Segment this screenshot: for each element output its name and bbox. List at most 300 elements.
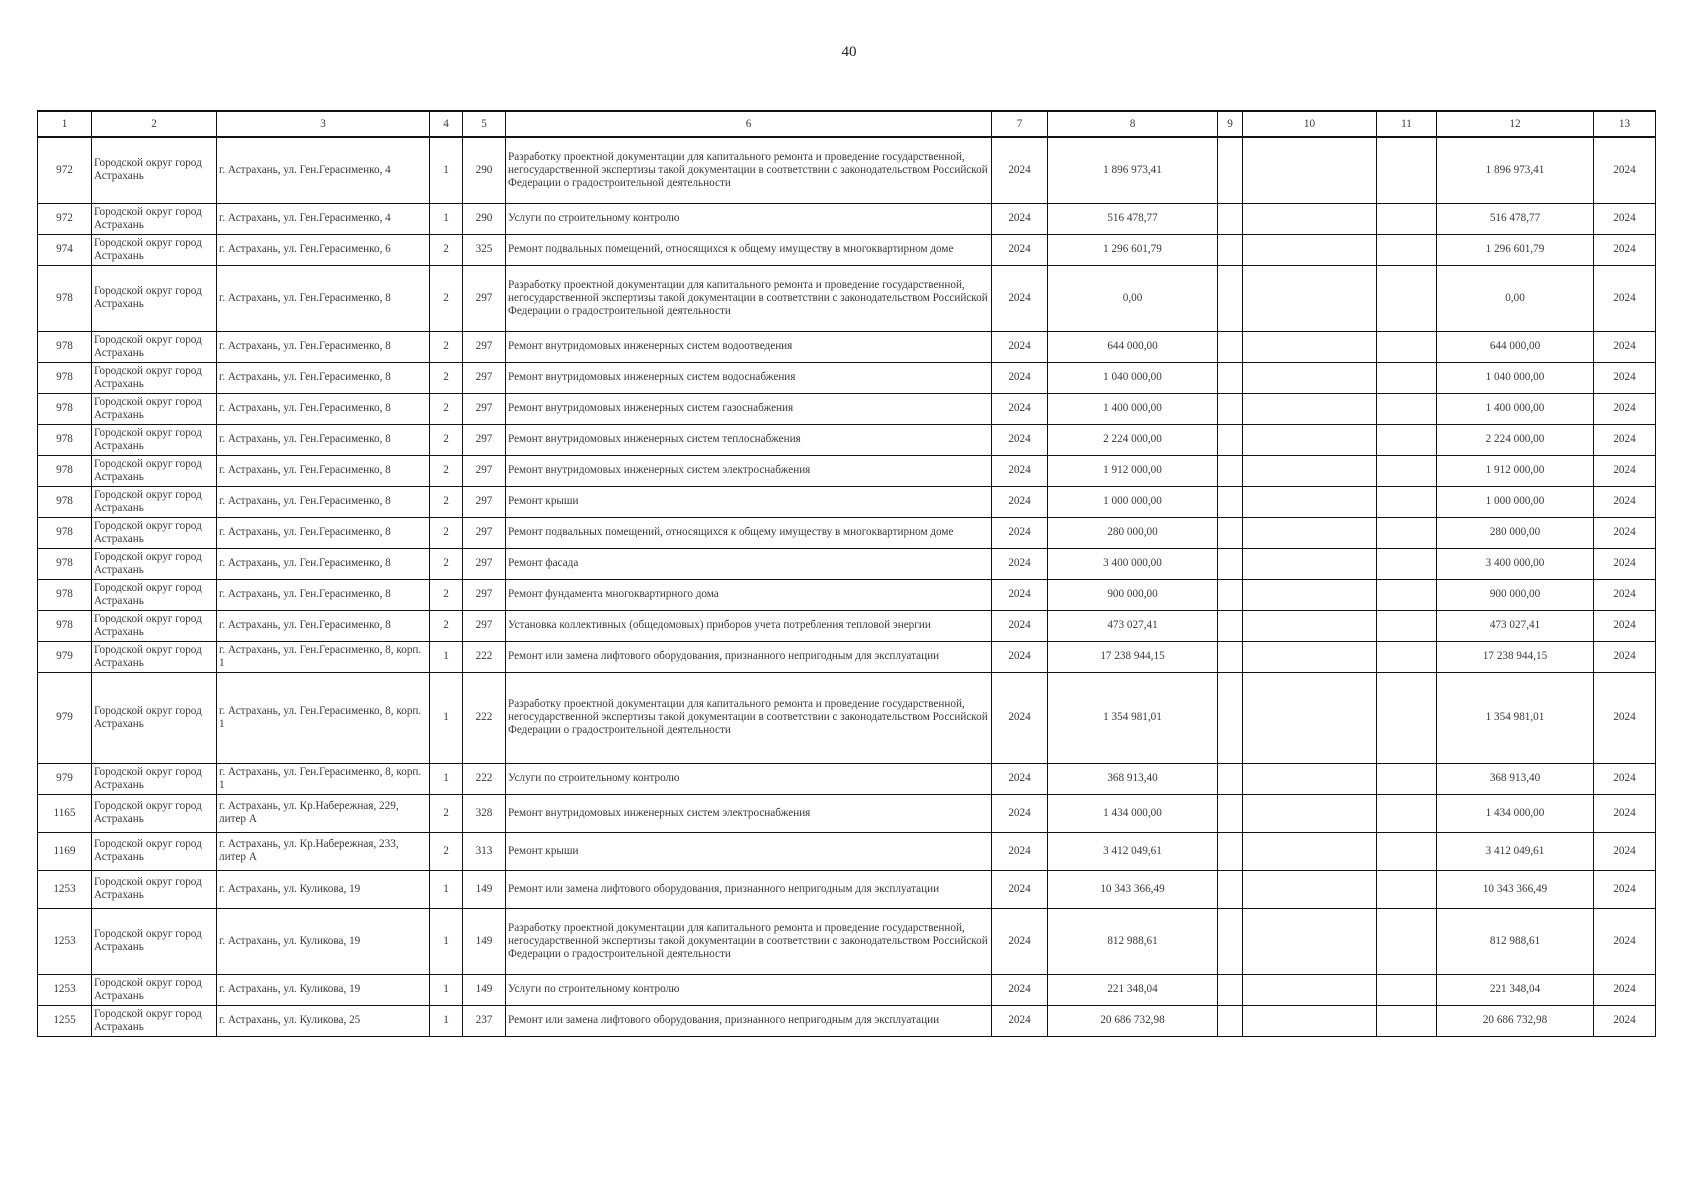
cell-col10 <box>1243 908 1377 974</box>
cell-col5: 297 <box>463 548 506 579</box>
cell-amount: 1 400 000,00 <box>1048 393 1218 424</box>
cell-col11 <box>1377 455 1437 486</box>
table-row <box>38 517 1656 548</box>
column-header: 12 <box>1437 111 1594 137</box>
cell-work: Ремонт крыши <box>506 486 992 517</box>
cell-end-year: 2024 <box>1594 455 1656 486</box>
cell-amount: 473 027,41 <box>1048 610 1218 641</box>
cell-amount-total: 812 988,61 <box>1437 908 1594 974</box>
cell-col4: 1 <box>430 203 463 234</box>
cell-amount: 1 434 000,00 <box>1048 794 1218 832</box>
cell-year: 2024 <box>992 393 1048 424</box>
table-row <box>38 794 1656 832</box>
cell-address: г. Астрахань, ул. Куликова, 25 <box>217 1005 430 1036</box>
cell-end-year: 2024 <box>1594 832 1656 870</box>
cell-amount: 368 913,40 <box>1048 763 1218 794</box>
cell-amount-total: 516 478,77 <box>1437 203 1594 234</box>
cell-id: 979 <box>38 641 92 672</box>
cell-end-year: 2024 <box>1594 203 1656 234</box>
cell-work: Ремонт или замена лифтового оборудования, признанного непригодным для эксплуатации <box>506 1005 992 1036</box>
cell-end-year: 2024 <box>1594 974 1656 1005</box>
cell-col4: 1 <box>430 974 463 1005</box>
cell-col10 <box>1243 1005 1377 1036</box>
cell-year: 2024 <box>992 234 1048 265</box>
cell-district: Городской округ город Астрахань <box>92 137 217 203</box>
cell-year: 2024 <box>992 832 1048 870</box>
cell-amount-total: 10 343 366,49 <box>1437 870 1594 908</box>
cell-district: Городской округ город Астрахань <box>92 455 217 486</box>
cell-col5: 149 <box>463 870 506 908</box>
cell-address: г. Астрахань, ул. Куликова, 19 <box>217 908 430 974</box>
cell-amount-total: 20 686 732,98 <box>1437 1005 1594 1036</box>
cell-col9 <box>1218 203 1243 234</box>
table-row <box>38 234 1656 265</box>
cell-id: 979 <box>38 763 92 794</box>
cell-work: Ремонт внутридомовых инженерных систем газоснабжения <box>506 393 992 424</box>
cell-year: 2024 <box>992 579 1048 610</box>
table-row <box>38 486 1656 517</box>
cell-col5: 222 <box>463 672 506 763</box>
cell-col11 <box>1377 610 1437 641</box>
cell-col10 <box>1243 393 1377 424</box>
cell-end-year: 2024 <box>1594 393 1656 424</box>
cell-end-year: 2024 <box>1594 331 1656 362</box>
cell-col10 <box>1243 832 1377 870</box>
cell-district: Городской округ город Астрахань <box>92 424 217 455</box>
cell-col9 <box>1218 974 1243 1005</box>
column-header: 9 <box>1218 111 1243 137</box>
cell-col10 <box>1243 486 1377 517</box>
cell-amount: 1 040 000,00 <box>1048 362 1218 393</box>
cell-amount: 2 224 000,00 <box>1048 424 1218 455</box>
column-header: 11 <box>1377 111 1437 137</box>
cell-col10 <box>1243 455 1377 486</box>
cell-end-year: 2024 <box>1594 362 1656 393</box>
cell-col10 <box>1243 870 1377 908</box>
cell-amount-total: 1 434 000,00 <box>1437 794 1594 832</box>
cell-year: 2024 <box>992 672 1048 763</box>
cell-address: г. Астрахань, ул. Ген.Герасименко, 8, корп. 1 <box>217 672 430 763</box>
cell-end-year: 2024 <box>1594 610 1656 641</box>
cell-col5: 328 <box>463 794 506 832</box>
cell-year: 2024 <box>992 794 1048 832</box>
cell-col4: 1 <box>430 641 463 672</box>
cell-district: Городской округ город Астрахань <box>92 517 217 548</box>
cell-address: г. Астрахань, ул. Ген.Герасименко, 8 <box>217 579 430 610</box>
cell-col11 <box>1377 908 1437 974</box>
page-number: 40 <box>841 44 857 60</box>
cell-work: Ремонт подвальных помещений, относящихся к общему имуществу в многоквартирном доме <box>506 234 992 265</box>
cell-amount: 644 000,00 <box>1048 331 1218 362</box>
cell-end-year: 2024 <box>1594 672 1656 763</box>
table-row <box>38 870 1656 908</box>
cell-col5: 297 <box>463 610 506 641</box>
cell-amount-total: 1 912 000,00 <box>1437 455 1594 486</box>
cell-id: 978 <box>38 265 92 331</box>
cell-col4: 2 <box>430 393 463 424</box>
cell-col10 <box>1243 763 1377 794</box>
cell-col4: 1 <box>430 763 463 794</box>
cell-col11 <box>1377 234 1437 265</box>
cell-col10 <box>1243 974 1377 1005</box>
cell-col11 <box>1377 974 1437 1005</box>
cell-id: 978 <box>38 424 92 455</box>
cell-amount-total: 473 027,41 <box>1437 610 1594 641</box>
cell-amount: 3 400 000,00 <box>1048 548 1218 579</box>
column-header: 6 <box>506 111 992 137</box>
cell-district: Городской округ город Астрахань <box>92 832 217 870</box>
cell-col4: 2 <box>430 331 463 362</box>
cell-address: г. Астрахань, ул. Ген.Герасименко, 8 <box>217 455 430 486</box>
cell-district: Городской округ город Астрахань <box>92 486 217 517</box>
cell-col11 <box>1377 486 1437 517</box>
cell-col5: 297 <box>463 455 506 486</box>
cell-end-year: 2024 <box>1594 763 1656 794</box>
cell-district: Городской округ город Астрахань <box>92 203 217 234</box>
cell-year: 2024 <box>992 908 1048 974</box>
cell-amount: 3 412 049,61 <box>1048 832 1218 870</box>
cell-work: Ремонт внутридомовых инженерных систем водоснабжения <box>506 362 992 393</box>
cell-year: 2024 <box>992 974 1048 1005</box>
cell-col4: 1 <box>430 137 463 203</box>
cell-col9 <box>1218 548 1243 579</box>
cell-work: Ремонт подвальных помещений, относящихся к общему имуществу в многоквартирном доме <box>506 517 992 548</box>
cell-id: 978 <box>38 548 92 579</box>
cell-district: Городской округ город Астрахань <box>92 908 217 974</box>
cell-col11 <box>1377 203 1437 234</box>
cell-col5: 297 <box>463 424 506 455</box>
cell-col9 <box>1218 362 1243 393</box>
capital-repair-table <box>37 110 1656 1037</box>
cell-col4: 2 <box>430 579 463 610</box>
cell-address: г. Астрахань, ул. Куликова, 19 <box>217 974 430 1005</box>
column-header: 4 <box>430 111 463 137</box>
cell-col9 <box>1218 393 1243 424</box>
cell-amount: 221 348,04 <box>1048 974 1218 1005</box>
cell-col9 <box>1218 794 1243 832</box>
cell-district: Городской округ город Астрахань <box>92 763 217 794</box>
cell-amount: 1 896 973,41 <box>1048 137 1218 203</box>
cell-amount-total: 644 000,00 <box>1437 331 1594 362</box>
cell-end-year: 2024 <box>1594 486 1656 517</box>
cell-col11 <box>1377 1005 1437 1036</box>
cell-amount-total: 2 224 000,00 <box>1437 424 1594 455</box>
cell-work: Установка коллективных (общедомовых) приборов учета потребления тепловой энергии <box>506 610 992 641</box>
cell-col11 <box>1377 763 1437 794</box>
cell-col9 <box>1218 1005 1243 1036</box>
cell-address: г. Астрахань, ул. Кр.Набережная, 233, литер А <box>217 832 430 870</box>
cell-col10 <box>1243 672 1377 763</box>
table-row <box>38 424 1656 455</box>
cell-id: 1165 <box>38 794 92 832</box>
cell-year: 2024 <box>992 517 1048 548</box>
cell-col10 <box>1243 517 1377 548</box>
cell-col11 <box>1377 137 1437 203</box>
table-row <box>38 610 1656 641</box>
cell-col9 <box>1218 672 1243 763</box>
cell-col5: 237 <box>463 1005 506 1036</box>
cell-district: Городской округ город Астрахань <box>92 610 217 641</box>
cell-id: 1169 <box>38 832 92 870</box>
cell-col9 <box>1218 265 1243 331</box>
cell-col11 <box>1377 517 1437 548</box>
cell-district: Городской округ город Астрахань <box>92 974 217 1005</box>
cell-id: 979 <box>38 672 92 763</box>
cell-work: Разработку проектной документации для капитального ремонта и проведение государственной, негосударственной экспертизы такой документации в соответствии с законодательством Российской Федерации о градостроительной деятельности <box>506 672 992 763</box>
cell-address: г. Астрахань, ул. Ген.Герасименко, 8 <box>217 548 430 579</box>
cell-col5: 149 <box>463 908 506 974</box>
table-row <box>38 579 1656 610</box>
cell-address: г. Астрахань, ул. Ген.Герасименко, 8 <box>217 393 430 424</box>
cell-col5: 290 <box>463 203 506 234</box>
cell-col4: 2 <box>430 424 463 455</box>
cell-col11 <box>1377 870 1437 908</box>
cell-district: Городской округ город Астрахань <box>92 579 217 610</box>
cell-end-year: 2024 <box>1594 548 1656 579</box>
cell-col11 <box>1377 424 1437 455</box>
cell-amount-total: 368 913,40 <box>1437 763 1594 794</box>
cell-amount: 1 354 981,01 <box>1048 672 1218 763</box>
cell-address: г. Астрахань, ул. Кр.Набережная, 229, литер А <box>217 794 430 832</box>
cell-work: Ремонт внутридомовых инженерных систем водоотведения <box>506 331 992 362</box>
cell-year: 2024 <box>992 548 1048 579</box>
cell-amount: 10 343 366,49 <box>1048 870 1218 908</box>
cell-col5: 222 <box>463 641 506 672</box>
table-row <box>38 265 1656 331</box>
cell-col4: 1 <box>430 908 463 974</box>
table-row <box>38 393 1656 424</box>
cell-col5: 297 <box>463 579 506 610</box>
cell-district: Городской округ город Астрахань <box>92 234 217 265</box>
cell-address: г. Астрахань, ул. Ген.Герасименко, 6 <box>217 234 430 265</box>
cell-col5: 297 <box>463 486 506 517</box>
column-header: 13 <box>1594 111 1656 137</box>
table-row <box>38 137 1656 203</box>
cell-col9 <box>1218 424 1243 455</box>
cell-year: 2024 <box>992 265 1048 331</box>
cell-id: 978 <box>38 331 92 362</box>
cell-col4: 1 <box>430 870 463 908</box>
cell-col4: 2 <box>430 265 463 331</box>
cell-work: Разработку проектной документации для капитального ремонта и проведение государственной, негосударственной экспертизы такой документации в соответствии с законодательством Российской Федерации о градостроительной деятельности <box>506 265 992 331</box>
cell-amount-total: 1 296 601,79 <box>1437 234 1594 265</box>
cell-address: г. Астрахань, ул. Ген.Герасименко, 4 <box>217 137 430 203</box>
cell-district: Городской округ город Астрахань <box>92 393 217 424</box>
cell-work: Ремонт крыши <box>506 832 992 870</box>
cell-work: Разработку проектной документации для капитального ремонта и проведение государственной, негосударственной экспертизы такой документации в соответствии с законодательством Российской Федерации о градостроительной деятельности <box>506 137 992 203</box>
cell-col10 <box>1243 424 1377 455</box>
cell-col9 <box>1218 832 1243 870</box>
cell-work: Ремонт внутридомовых инженерных систем электроснабжения <box>506 794 992 832</box>
cell-address: г. Астрахань, ул. Ген.Герасименко, 8 <box>217 265 430 331</box>
column-header: 2 <box>92 111 217 137</box>
cell-work: Ремонт внутридомовых инженерных систем теплоснабжения <box>506 424 992 455</box>
cell-amount-total: 280 000,00 <box>1437 517 1594 548</box>
cell-col4: 2 <box>430 486 463 517</box>
cell-amount-total: 3 412 049,61 <box>1437 832 1594 870</box>
table-row <box>38 908 1656 974</box>
cell-col4: 2 <box>430 610 463 641</box>
cell-year: 2024 <box>992 455 1048 486</box>
cell-col11 <box>1377 832 1437 870</box>
cell-year: 2024 <box>992 641 1048 672</box>
cell-amount: 20 686 732,98 <box>1048 1005 1218 1036</box>
cell-col4: 1 <box>430 1005 463 1036</box>
cell-district: Городской округ город Астрахань <box>92 331 217 362</box>
cell-col11 <box>1377 548 1437 579</box>
cell-end-year: 2024 <box>1594 641 1656 672</box>
cell-col11 <box>1377 641 1437 672</box>
table-row <box>38 974 1656 1005</box>
cell-col9 <box>1218 331 1243 362</box>
cell-col9 <box>1218 517 1243 548</box>
cell-id: 978 <box>38 517 92 548</box>
cell-col11 <box>1377 579 1437 610</box>
cell-id: 978 <box>38 610 92 641</box>
cell-end-year: 2024 <box>1594 517 1656 548</box>
cell-district: Городской округ город Астрахань <box>92 1005 217 1036</box>
cell-col4: 2 <box>430 548 463 579</box>
cell-address: г. Астрахань, ул. Ген.Герасименко, 8, корп. 1 <box>217 763 430 794</box>
cell-col4: 2 <box>430 794 463 832</box>
cell-col5: 313 <box>463 832 506 870</box>
cell-col10 <box>1243 794 1377 832</box>
cell-id: 978 <box>38 486 92 517</box>
cell-id: 1253 <box>38 908 92 974</box>
cell-work: Ремонт или замена лифтового оборудования, признанного непригодным для эксплуатации <box>506 641 992 672</box>
cell-id: 974 <box>38 234 92 265</box>
cell-district: Городской округ город Астрахань <box>92 794 217 832</box>
table-body <box>38 137 1656 1036</box>
cell-year: 2024 <box>992 1005 1048 1036</box>
cell-work: Услуги по строительному контролю <box>506 974 992 1005</box>
cell-id: 972 <box>38 137 92 203</box>
table-row <box>38 203 1656 234</box>
cell-amount-total: 3 400 000,00 <box>1437 548 1594 579</box>
cell-id: 972 <box>38 203 92 234</box>
cell-col9 <box>1218 763 1243 794</box>
cell-col11 <box>1377 362 1437 393</box>
cell-amount: 812 988,61 <box>1048 908 1218 974</box>
cell-year: 2024 <box>992 486 1048 517</box>
cell-col5: 297 <box>463 362 506 393</box>
cell-work: Ремонт внутридомовых инженерных систем электроснабжения <box>506 455 992 486</box>
cell-amount: 1 912 000,00 <box>1048 455 1218 486</box>
cell-col11 <box>1377 265 1437 331</box>
table-row <box>38 763 1656 794</box>
cell-end-year: 2024 <box>1594 137 1656 203</box>
cell-col5: 149 <box>463 974 506 1005</box>
cell-col9 <box>1218 579 1243 610</box>
cell-col9 <box>1218 486 1243 517</box>
cell-col9 <box>1218 137 1243 203</box>
cell-work: Ремонт или замена лифтового оборудования, признанного непригодным для эксплуатации <box>506 870 992 908</box>
cell-col4: 2 <box>430 234 463 265</box>
cell-district: Городской округ город Астрахань <box>92 672 217 763</box>
cell-year: 2024 <box>992 331 1048 362</box>
cell-amount-total: 221 348,04 <box>1437 974 1594 1005</box>
cell-col10 <box>1243 137 1377 203</box>
cell-year: 2024 <box>992 424 1048 455</box>
cell-col10 <box>1243 234 1377 265</box>
cell-year: 2024 <box>992 763 1048 794</box>
cell-work: Разработку проектной документации для капитального ремонта и проведение государственной, негосударственной экспертизы такой документации в соответствии с законодательством Российской Федерации о градостроительной деятельности <box>506 908 992 974</box>
column-header: 10 <box>1243 111 1377 137</box>
cell-col10 <box>1243 331 1377 362</box>
cell-amount-total: 0,00 <box>1437 265 1594 331</box>
cell-address: г. Астрахань, ул. Ген.Герасименко, 8 <box>217 486 430 517</box>
cell-address: г. Астрахань, ул. Куликова, 19 <box>217 870 430 908</box>
cell-end-year: 2024 <box>1594 794 1656 832</box>
cell-col4: 1 <box>430 672 463 763</box>
cell-col10 <box>1243 641 1377 672</box>
cell-id: 978 <box>38 362 92 393</box>
cell-year: 2024 <box>992 870 1048 908</box>
column-header: 1 <box>38 111 92 137</box>
cell-end-year: 2024 <box>1594 579 1656 610</box>
column-header: 5 <box>463 111 506 137</box>
cell-col9 <box>1218 908 1243 974</box>
cell-address: г. Астрахань, ул. Ген.Герасименко, 8 <box>217 610 430 641</box>
cell-col5: 222 <box>463 763 506 794</box>
column-number-row <box>38 111 1656 137</box>
cell-amount: 1 000 000,00 <box>1048 486 1218 517</box>
cell-amount: 516 478,77 <box>1048 203 1218 234</box>
cell-id: 978 <box>38 579 92 610</box>
table-row <box>38 1005 1656 1036</box>
cell-address: г. Астрахань, ул. Ген.Герасименко, 8, корп. 1 <box>217 641 430 672</box>
cell-amount: 280 000,00 <box>1048 517 1218 548</box>
cell-amount-total: 1 896 973,41 <box>1437 137 1594 203</box>
cell-col5: 297 <box>463 393 506 424</box>
table-row <box>38 362 1656 393</box>
cell-col10 <box>1243 579 1377 610</box>
cell-work: Услуги по строительному контролю <box>506 203 992 234</box>
cell-col4: 2 <box>430 362 463 393</box>
cell-district: Городской округ город Астрахань <box>92 265 217 331</box>
cell-col9 <box>1218 870 1243 908</box>
cell-amount: 0,00 <box>1048 265 1218 331</box>
cell-year: 2024 <box>992 203 1048 234</box>
cell-col4: 2 <box>430 517 463 548</box>
cell-work: Ремонт фундамента многоквартирного дома <box>506 579 992 610</box>
cell-end-year: 2024 <box>1594 870 1656 908</box>
cell-col4: 2 <box>430 832 463 870</box>
cell-amount: 1 296 601,79 <box>1048 234 1218 265</box>
cell-district: Городской округ город Астрахань <box>92 362 217 393</box>
table-row <box>38 455 1656 486</box>
cell-id: 1253 <box>38 974 92 1005</box>
cell-id: 978 <box>38 455 92 486</box>
cell-id: 1253 <box>38 870 92 908</box>
cell-end-year: 2024 <box>1594 908 1656 974</box>
cell-amount-total: 1 000 000,00 <box>1437 486 1594 517</box>
cell-end-year: 2024 <box>1594 265 1656 331</box>
cell-address: г. Астрахань, ул. Ген.Герасименко, 4 <box>217 203 430 234</box>
cell-district: Городской округ город Астрахань <box>92 870 217 908</box>
cell-address: г. Астрахань, ул. Ген.Герасименко, 8 <box>217 331 430 362</box>
table-row <box>38 672 1656 763</box>
table-row <box>38 331 1656 362</box>
table-row <box>38 548 1656 579</box>
cell-col10 <box>1243 610 1377 641</box>
cell-col10 <box>1243 203 1377 234</box>
cell-end-year: 2024 <box>1594 1005 1656 1036</box>
cell-col10 <box>1243 265 1377 331</box>
table-row <box>38 641 1656 672</box>
cell-col10 <box>1243 362 1377 393</box>
cell-district: Городской округ город Астрахань <box>92 548 217 579</box>
